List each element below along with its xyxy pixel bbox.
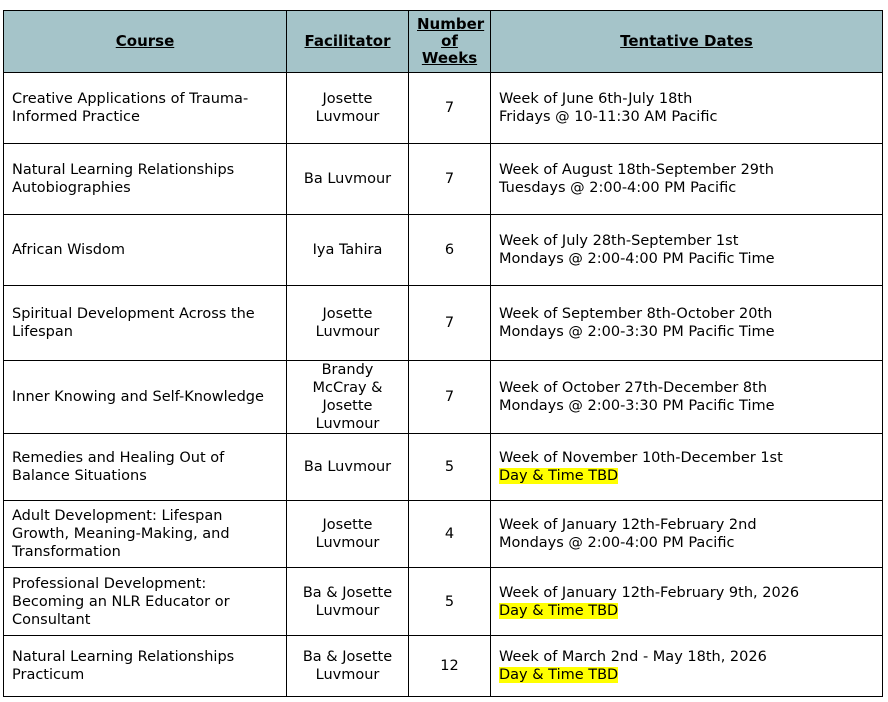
day-time: Mondays @ 2:00-3:30 PM Pacific Time bbox=[499, 398, 775, 414]
day-time: Tuesdays @ 2:00-4:00 PM Pacific bbox=[499, 180, 737, 196]
date-range: Week of August 18th-September 29th bbox=[499, 162, 774, 178]
day-time: Mondays @ 2:00-4:00 PM Pacific bbox=[499, 535, 735, 551]
table-row bbox=[4, 215, 883, 286]
header-weeks-line: Weeks bbox=[421, 49, 478, 67]
date-range: Week of July 28th-September 1st bbox=[499, 233, 739, 249]
facilitator-name: Ba & Josette Luvmour bbox=[287, 568, 409, 636]
tentative-dates bbox=[491, 434, 883, 501]
week-count: 7 bbox=[409, 361, 491, 434]
week-count: 6 bbox=[409, 215, 491, 286]
day-time: Fridays @ 10-11:30 AM Pacific bbox=[499, 109, 718, 125]
course-name: African Wisdom bbox=[4, 215, 287, 286]
header-row bbox=[4, 11, 883, 73]
table-row bbox=[4, 144, 883, 215]
table-row bbox=[4, 434, 883, 501]
header-course: Course bbox=[4, 11, 287, 73]
week-count: 4 bbox=[409, 501, 491, 568]
facilitator-name: Josette Luvmour bbox=[287, 73, 409, 144]
tbd-highlight: Day & Time TBD bbox=[499, 667, 619, 683]
table-row bbox=[4, 501, 883, 568]
tentative-dates bbox=[491, 215, 883, 286]
week-count: 7 bbox=[409, 286, 491, 361]
facilitator-name: Ba Luvmour bbox=[287, 434, 409, 501]
date-range: Week of October 27th-December 8th bbox=[499, 380, 768, 396]
week-count: 5 bbox=[409, 568, 491, 636]
course-name: Professional Development: Becoming an NLR Educator or Consultant bbox=[4, 568, 287, 636]
header-weeks-line: Number bbox=[417, 15, 485, 33]
date-range: Week of January 12th-February 2nd bbox=[499, 517, 757, 533]
week-count: 7 bbox=[409, 144, 491, 215]
tentative-dates bbox=[491, 636, 883, 697]
tentative-dates bbox=[491, 568, 883, 636]
week-count: 12 bbox=[409, 636, 491, 697]
facilitator-name: Brandy McCray & Josette Luvmour bbox=[287, 361, 409, 434]
header-tentative-dates: Tentative Dates bbox=[491, 11, 883, 73]
table-row bbox=[4, 636, 883, 697]
tentative-dates bbox=[491, 144, 883, 215]
table-row bbox=[4, 361, 883, 434]
date-range: Week of January 12th-February 9th, 2026 bbox=[499, 584, 800, 601]
course-name: Natural Learning Relationships Autobiographies bbox=[4, 144, 287, 215]
course-name: Spiritual Development Across the Lifespan bbox=[4, 286, 287, 361]
course-schedule-table bbox=[3, 10, 883, 697]
tentative-dates bbox=[491, 501, 883, 568]
tbd-highlight: Day & Time TBD bbox=[499, 602, 619, 619]
facilitator-name: Ba Luvmour bbox=[287, 144, 409, 215]
date-range: Week of November 10th-December 1st bbox=[499, 450, 783, 466]
facilitator-name: Iya Tahira bbox=[287, 215, 409, 286]
facilitator-name: Josette Luvmour bbox=[287, 286, 409, 361]
tentative-dates bbox=[491, 73, 883, 144]
day-time: Mondays @ 2:00-4:00 PM Pacific Time bbox=[499, 251, 775, 267]
week-count: 7 bbox=[409, 73, 491, 144]
tbd-highlight: Day & Time TBD bbox=[499, 468, 619, 484]
header-number-of-weeks bbox=[409, 11, 491, 73]
facilitator-name: Ba & Josette Luvmour bbox=[287, 636, 409, 697]
day-time-tbd bbox=[499, 467, 874, 485]
day-time-tbd bbox=[499, 666, 874, 684]
course-name: Inner Knowing and Self-Knowledge bbox=[4, 361, 287, 434]
course-name: Natural Learning Relationships Practicum bbox=[4, 636, 287, 697]
date-range: Week of September 8th-October 20th bbox=[499, 306, 773, 322]
tentative-dates bbox=[491, 361, 883, 434]
date-range: Week of March 2nd - May 18th, 2026 bbox=[499, 649, 767, 665]
day-time-tbd bbox=[499, 602, 874, 620]
header-weeks-line: of bbox=[441, 32, 458, 50]
week-count: 5 bbox=[409, 434, 491, 501]
table-row bbox=[4, 568, 883, 636]
course-name: Remedies and Healing Out of Balance Situations bbox=[4, 434, 287, 501]
table-row bbox=[4, 286, 883, 361]
day-time: Mondays @ 2:00-3:30 PM Pacific Time bbox=[499, 324, 775, 340]
table-row bbox=[4, 73, 883, 144]
header-facilitator: Facilitator bbox=[287, 11, 409, 73]
tentative-dates bbox=[491, 286, 883, 361]
facilitator-name: Josette Luvmour bbox=[287, 501, 409, 568]
date-range: Week of June 6th-July 18th bbox=[499, 91, 693, 107]
course-name: Creative Applications of Trauma-Informed Practice bbox=[4, 73, 287, 144]
course-name: Adult Development: Lifespan Growth, Meaning-Making, and Transformation bbox=[4, 501, 287, 568]
